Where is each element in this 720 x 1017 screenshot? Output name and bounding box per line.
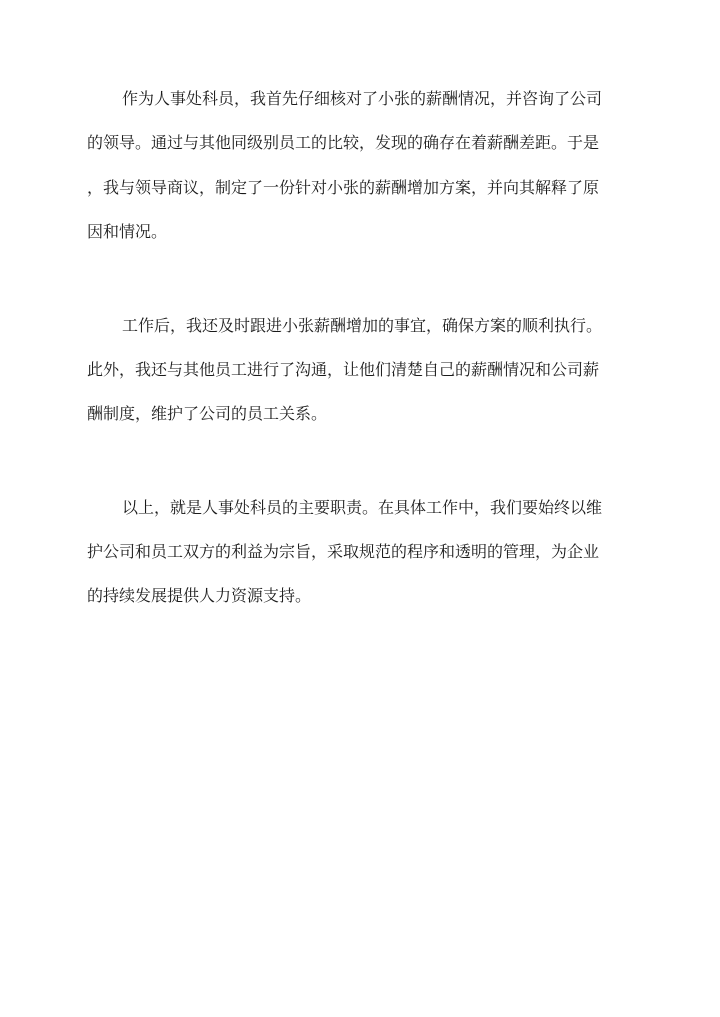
paragraph-line: 此外，我还与其他员工进行了沟通，让他们清楚自己的薪酬情况和公司薪 [87,360,600,379]
paragraph-line: 护公司和员工双方的利益为宗旨，采取规范的程序和透明的管理，为企业 [87,542,600,561]
paragraph-line: 的持续发展提供人力资源支持。 [87,586,312,605]
paragraph-line: 的领导。通过与其他同级别员工的比较，发现的确存在着薪酬差距。于是 [87,133,600,152]
paragraph-line: 因和情况。 [87,222,168,241]
paragraph-line: 酬制度，维护了公司的员工关系。 [87,404,328,423]
paragraph-line: 工作后，我还及时跟进小张薪酬增加的事宜，确保方案的顺利执行。 [122,316,603,335]
paragraph-line: ，我与领导商议，制定了一份针对小张的薪酬增加方案，并向其解释了原 [87,178,600,197]
paragraph-line: 以上，就是人事处科员的主要职责。在具体工作中，我们要始终以维 [122,498,603,517]
paragraph-line: 作为人事处科员，我首先仔细核对了小张的薪酬情况，并咨询了公司 [122,89,603,108]
